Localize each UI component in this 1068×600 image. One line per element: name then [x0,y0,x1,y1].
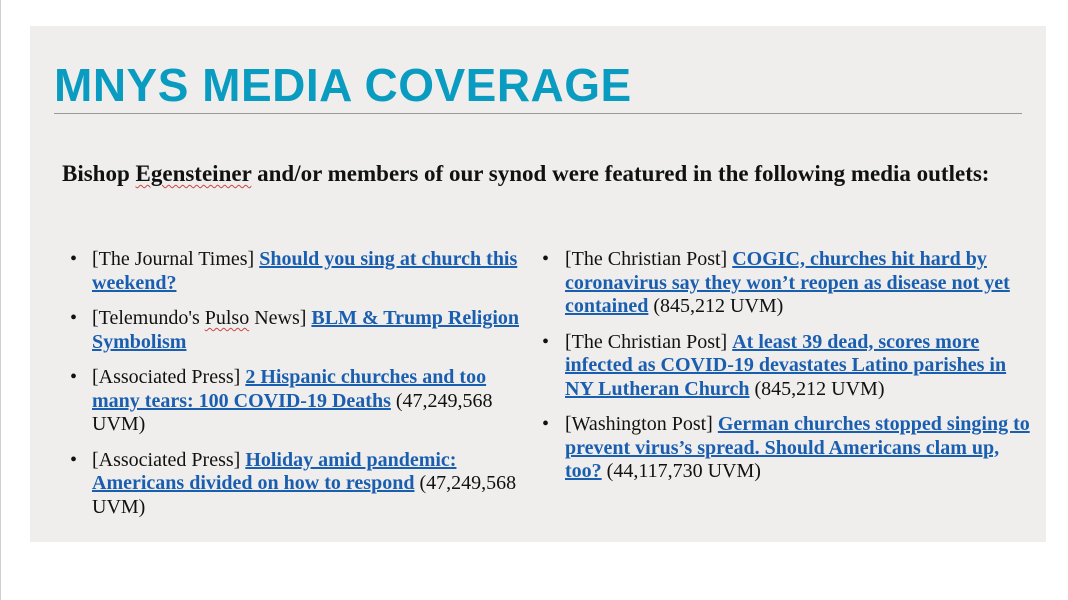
coverage-list-left [70,248,520,531]
bullet-icon: • [542,413,550,435]
uvm-count: (47,249,568 UVM) [92,472,517,518]
uvm-count: (47,249,568 UVM) [92,389,493,435]
outlet-source-suffix: News] [249,307,307,329]
outlet-source [92,307,306,329]
article-link[interactable]: COGIC, churches hit hard by coronavirus say they won’t reopen as disease not yet contained [565,248,1010,317]
bullet-icon: • [542,330,550,353]
intro-text [62,160,1002,188]
slide-title: MNYS MEDIA COVERAGE [54,59,632,111]
uvm-count: (44,117,730 UVM) [606,460,761,482]
list-item [70,449,520,520]
article-link[interactable]: 2 Hispanic churches and too many tears: 100 COVID-19 Deaths [92,366,487,412]
outlet-source-prefix: [Telemundo's [92,307,205,329]
intro-suffix: and/or members of our synod were featured in the following media outlets: [251,161,990,186]
outlet-source: [The Christian Post] [565,248,728,270]
outlet-source-spellcheck: Pulso [204,307,250,329]
window-left-edge [0,0,1,600]
outlet-source: [Associated Press] [92,366,241,388]
list-item [70,307,520,354]
bullet-icon: • [70,448,78,471]
list-item [542,331,1032,402]
list-item [70,248,520,295]
list-item [542,413,1032,484]
bullet-icon: • [70,248,78,270]
article-link[interactable]: Should you sing at church this weekend? [92,248,518,294]
bullet-icon: • [70,366,78,388]
intro-prefix: Bishop [62,161,136,186]
article-link[interactable]: At least 39 dead, scores more infected as COVID-19 devastates Latino parishes in NY Lutheran Church [565,330,1007,400]
slide [30,26,1046,542]
article-link[interactable]: German churches stopped singing to prevent virus’s spread. Should Americans clam up, too? [565,413,1030,482]
outlet-source: [The Christian Post] [565,330,728,353]
article-link[interactable]: BLM & Trump Religion Symbolism [92,307,520,353]
intro-name-spellcheck: Egensteiner [135,161,252,186]
bullet-icon: • [70,307,78,329]
article-link[interactable]: Holiday amid pandemic: Americans divided on how to respond [92,448,457,494]
outlet-source: [Associated Press] [92,448,241,471]
uvm-count: (845,212 UVM) [653,295,784,317]
list-item [70,366,520,437]
outlet-source: [Washington Post] [565,413,713,435]
bullet-icon: • [542,248,550,270]
uvm-count: (845,212 UVM) [754,377,885,400]
coverage-list-right [542,248,1032,496]
outlet-source: [The Journal Times] [92,248,255,270]
list-item [542,248,1032,319]
title-divider [54,113,1022,114]
